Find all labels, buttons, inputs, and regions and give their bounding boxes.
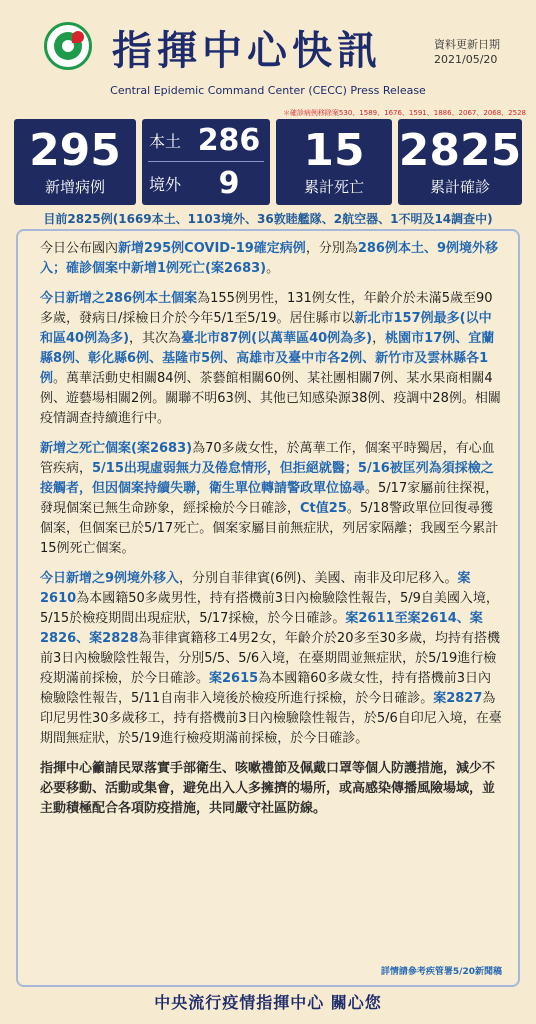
text-run: 為155例男性，131例女性，年齡介於未滿5歲至90多歲，發病日/採檢日介於今年5/1至5/19。居住縣市以 [40, 291, 493, 326]
text-run: 為印尼男性30多歲移工，持有搭機前3日內檢驗陰性報告，於5/6自印尼入境，在臺期間無症狀，於5/19進行檢疫期滿前採檢，於今日確診。 [40, 691, 502, 746]
highlighted-text: 今日新增之286例本土個案 [40, 291, 198, 306]
text-run: 為70多歲女性，於萬華工作，個案平時獨居，有心血管疾病， [40, 441, 495, 476]
deaths-value: 15 [303, 125, 365, 176]
stats-row [14, 119, 522, 205]
highlighted-text: 5/15出現虛弱無力及倦怠情形，但拒絕就醫；5/16被匡列為須採檢之接觸者，但因個案持續失聯，衛生單位轉請警政單位協尋 [40, 461, 494, 496]
text-run: ，其次為 [129, 331, 182, 346]
highlighted-text: Ct值25 [300, 501, 347, 516]
paragraph-local-cases [40, 289, 504, 429]
text-run: 。5/17家屬前往探視，發現個案已無生命跡象，經採檢於今日確診， [40, 481, 499, 516]
update-date: 2021/05/20 [434, 53, 498, 66]
total-cases-card [398, 119, 522, 205]
highlighted-text: 案2827 [433, 691, 483, 706]
text-run: 為菲律賓籍移工4男2女，年齡介於20多至30多歲，均持有搭機前3日內檢驗陰性報告，分別5/5、5/6入境，在臺期間並無症狀，於5/19進行檢疫期滿前採檢，於今日確診。 [40, 631, 501, 686]
highlighted-text: 案2615 [209, 671, 259, 686]
text-run: ，分別自菲律賓(6例)、美國、南非及印尼移入。 [179, 571, 458, 586]
local-imported-card [142, 119, 270, 205]
local-label: 本土 [148, 131, 181, 151]
source-note: 詳情請參考疾管署5/20新聞稿 [380, 967, 502, 977]
paragraph-death-case [40, 439, 504, 559]
english-subtitle: Central Epidemic Command Center (CECC) Press Release [110, 84, 426, 97]
removed-cases-note: ＊確診病例移除案530、1589、1676、1591、1886、2067、2068、2528 [282, 109, 526, 117]
highlighted-text: 臺北市87例(以萬華區40例為多) [181, 331, 373, 346]
new-cases-card [14, 119, 136, 205]
local-value: 286 [197, 122, 261, 158]
paragraph-overview [40, 239, 504, 279]
paragraph-imported-cases [40, 569, 504, 749]
highlighted-text: 新北市157例最多(以中和區40例為多) [40, 311, 492, 346]
text-run: 今日公布國內 [40, 241, 119, 256]
text-run: ， [372, 331, 386, 346]
text-run: ，分別為 [305, 241, 358, 256]
cecc-logo-icon [44, 22, 92, 70]
text-run: 。萬華活動史相關84例、茶藝館相關60例、某社團相關7例、某水果商相關4例、遊藝場相關2例。關聯不明63例、其他已知感染源38例、疫調中28例。相關疫情調查持續進行中。 [40, 371, 501, 426]
highlighted-text: 今日新增之9例境外移入 [40, 571, 180, 586]
highlighted-text: 新增295例COVID-19確定病例 [118, 241, 306, 256]
new-cases-value: 295 [29, 125, 121, 176]
highlighted-text: 286例本土、9例境外移入；確診個案中新增1例死亡(案2683) [40, 241, 499, 276]
highlighted-text: 新增之死亡個案(案2683) [40, 441, 193, 456]
total-cases-value: 2825 [398, 125, 522, 176]
highlighted-text: 桃園市17例、宜蘭縣8例、彰化縣6例、基隆市5例、高雄市及臺中市各2例、新竹市及雲林縣各1例 [40, 331, 495, 386]
footer-slogan: 中央流行疫情指揮中心 關心您 [154, 993, 382, 1012]
deaths-card [276, 119, 392, 205]
text-run: 。 [266, 261, 280, 276]
total-cases-label: 累計確診 [429, 178, 490, 196]
text-run: 為本國籍60多歲女性，持有搭機前3日內檢驗陰性報告，5/11自南非入境後於檢疫所進行採檢，於今日確診。 [40, 671, 492, 706]
press-release-body [16, 229, 520, 987]
imported-label: 境外 [148, 174, 181, 194]
highlighted-text: 案2611至案2614、案2826、案2828 [40, 611, 483, 646]
text-run: 為本國籍50多歲男性，持有搭機前3日內檢驗陰性報告，5/9自美國入境，5/15於檢疫期間出現症狀，5/17採檢，於今日確診。 [40, 591, 499, 626]
case-summary: 目前2825例(1669本土、1103境外、36敦睦艦隊、2航空器、1不明及14調查中) [43, 212, 493, 226]
update-date-label: 資料更新日期 [434, 38, 500, 51]
page-title: 指揮中心快訊 [112, 28, 382, 74]
imported-value: 9 [218, 165, 240, 201]
paragraph-prevention-advice: 指揮中心籲請民眾落實手部衛生、咳嗽禮節及佩戴口罩等個人防護措施，減少不必要移動、活動或集會，避免出入人多擁擠的場所，或高感染傳播風險場域，並主動積極配合各項防疫措施，共同嚴守社區防線。 [40, 761, 496, 816]
header [0, 0, 536, 108]
new-cases-label: 新增病例 [44, 178, 105, 196]
text-run: 。5/18警政單位回復尋獲個案，但個案已於5/17死亡。個案家屬目前無症狀，列居家隔離；我國至今累計15例死亡個案。 [40, 501, 499, 556]
highlighted-text: 案2610 [40, 571, 471, 606]
deaths-label: 累計死亡 [303, 178, 364, 196]
